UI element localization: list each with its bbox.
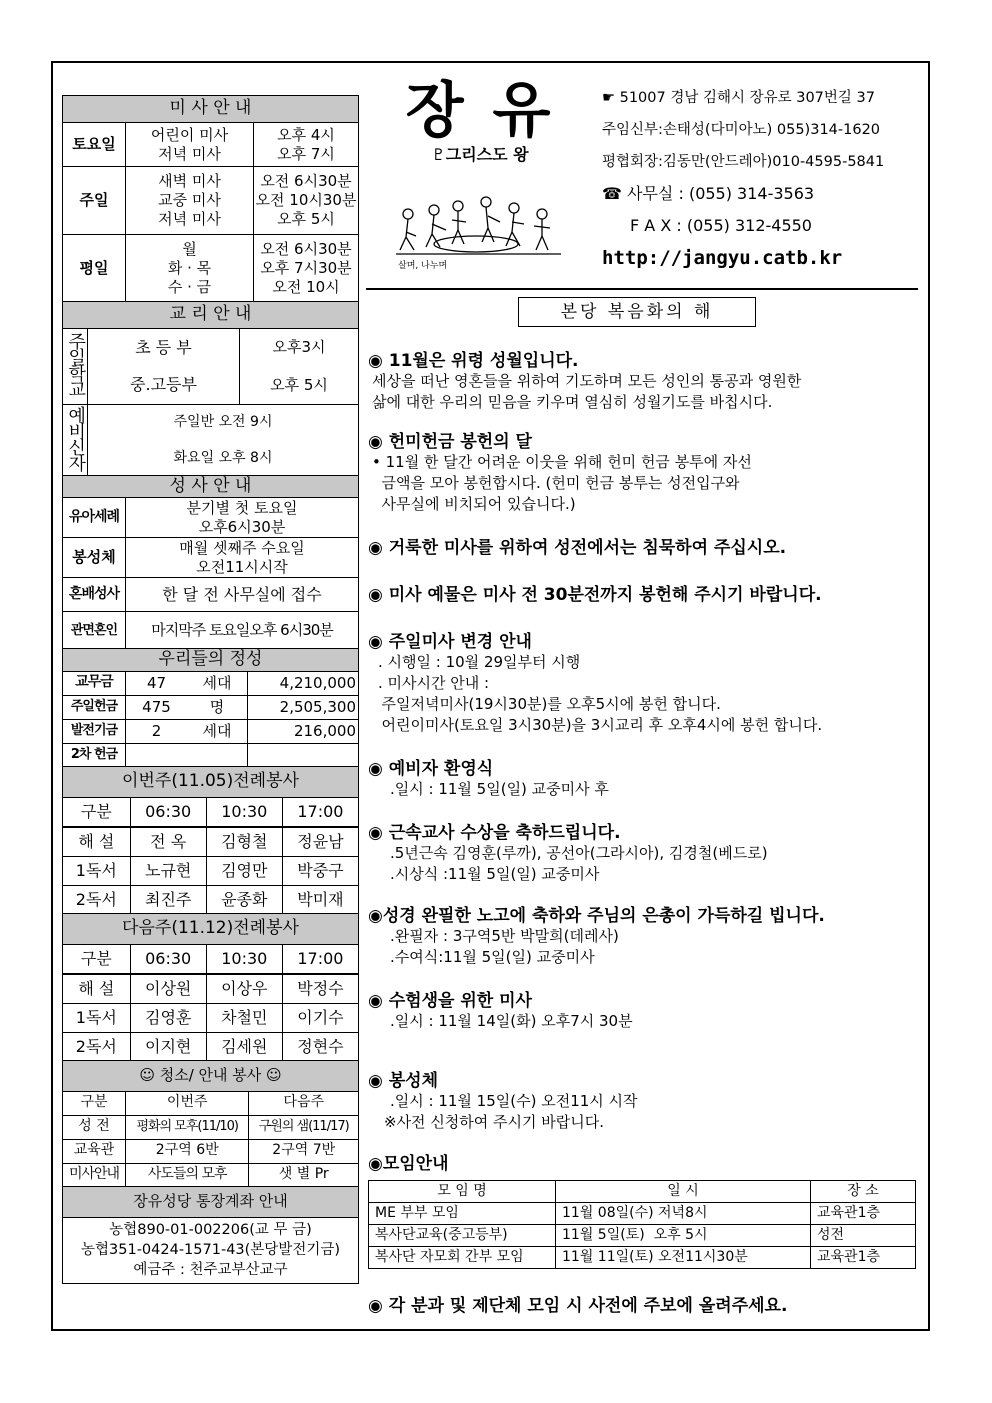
notice-heading: ◉ 거룩한 미사를 위하여 성전에서는 침묵하여 주십시오. <box>368 538 787 558</box>
sacrament-text: 마지막주 토요일오후 6시30분 <box>126 612 359 650</box>
meetings-table <box>368 1180 916 1269</box>
sacrament-label: 봉성체 <box>63 538 126 578</box>
mass-day: 주일 <box>63 167 126 235</box>
fax: F A X : (055) 312-4550 <box>630 216 812 235</box>
cleaning-header: 구분 <box>63 1091 126 1115</box>
notice-line: .시상식 :11월 5일(일) 교중미사 <box>390 865 600 883</box>
bulletin-logo <box>390 78 570 165</box>
service-person: 이상원 <box>130 974 206 1003</box>
notice-heading: ◉ 11월은 위령 성월입니다. <box>368 351 579 371</box>
offering-count: 475 <box>126 695 188 719</box>
notice-line: • 11월 한 달간 어려운 이웃을 위해 헌미 헌금 봉투에 자선 <box>372 453 752 471</box>
parish-info <box>602 82 917 274</box>
notice-line: .5년근속 김영훈(루까), 공선아(그라시아), 김경철(베드로) <box>390 844 768 862</box>
service-person: 정윤남 <box>282 827 358 856</box>
offering-amount: 2,505,300 <box>248 695 359 719</box>
notice-heading: ◉ 주일미사 변경 안내 <box>368 632 532 652</box>
notice-line: 금액을 모아 봉헌합시다. (헌미 헌금 봉투는 성전입구와 <box>372 474 740 492</box>
account-table <box>62 1186 359 1284</box>
account-line: 예금주 : 천주교부산교구 <box>133 1262 288 1278</box>
school-time: 오후3시 <box>240 329 359 367</box>
mass-name: 월 <box>182 240 197 259</box>
meeting-time: 11월 11일(토) 오전11시30분 <box>556 1247 811 1269</box>
service-header: 구분 <box>63 797 131 827</box>
cleaning-area: 미사안내 <box>63 1163 126 1187</box>
motto: 살며, 나누며 <box>398 261 448 271</box>
offering-label: 발전기금 <box>63 719 126 743</box>
cleaning-group: 2구역 6반 <box>126 1139 249 1163</box>
meeting-name: 복사단교육(중고등부) <box>369 1225 556 1247</box>
service-next-table <box>62 913 359 1062</box>
catechumen-label: 예비신자 <box>65 406 87 471</box>
mass-name: 수 · 금 <box>167 277 212 296</box>
catechumen-time: 화요일 오후 8시 <box>88 441 359 477</box>
cleaning-table <box>62 1060 359 1188</box>
notice-heading: ◉ 예비자 환영식 <box>368 759 494 779</box>
service-person: 전 옥 <box>130 827 206 856</box>
notice-line: 세상을 떠난 영혼들을 위하여 기도하며 모든 성인의 통공과 영원한 <box>372 372 802 390</box>
mass-time: 오전 10시30분 <box>255 191 357 210</box>
notice-line: . 시행일 : 10월 29일부터 시행 <box>378 653 581 671</box>
cleaning-group: 사도들의 모후 <box>126 1163 249 1187</box>
notice-line: 사무실에 비치되어 있습니다.) <box>372 495 576 513</box>
mass-day: 토요일 <box>63 123 126 167</box>
sacrament-text: 오전11시시작 <box>196 557 288 576</box>
cleaning-area: 교육관 <box>63 1139 126 1163</box>
notice-line: 삶에 대한 우리의 믿음을 키우며 열심히 성월기도를 바칩시다. <box>372 393 773 411</box>
service-this-table <box>62 766 359 915</box>
service-role: 1독서 <box>63 1003 131 1032</box>
mass-name: 어린이 미사 <box>150 125 229 144</box>
website-url[interactable]: http://jangyu.catb.kr <box>602 247 843 269</box>
service-person: 박정수 <box>282 974 358 1003</box>
notice-heading: ◉성경 완필한 노고에 축하와 주님의 은총이 가득하길 빕니다. <box>368 906 825 926</box>
offering-count: 47 <box>126 671 188 695</box>
cleaning-title: ☺ 청소/ 안내 봉사 ☺ <box>63 1060 359 1091</box>
service-person: 박미재 <box>282 885 358 914</box>
mass-name: 교중 미사 <box>158 191 221 210</box>
cleaning-header: 다음주 <box>249 1091 359 1115</box>
cleaning-area: 성 전 <box>63 1115 126 1139</box>
service-person: 김영만 <box>206 856 282 885</box>
service-person: 박중구 <box>282 856 358 885</box>
masthead-divider <box>366 288 918 290</box>
service-person: 차철민 <box>206 1003 282 1032</box>
masthead <box>366 62 920 287</box>
service-next-title: 다음주(11.12)전례봉사 <box>63 913 359 944</box>
year-theme: 본당 복음화의 해 <box>518 297 756 327</box>
catechumen-time: 주일반 오전 9시 <box>88 405 359 441</box>
notice-heading: ◉ 수험생을 위한 미사 <box>368 991 532 1011</box>
meeting-place: 교육관1층 <box>811 1247 916 1269</box>
mass-day: 평일 <box>63 235 126 303</box>
council-president: 평협회장:김동만(안드레아)010-4595-5841 <box>602 154 885 170</box>
meetings-header: 장 소 <box>811 1181 916 1203</box>
notice-heading: ◉ 헌미헌금 봉헌의 달 <box>368 432 532 452</box>
school-name: 초 등 부 <box>88 329 240 367</box>
notice-line: 주일저녁미사(19시30분)를 오후5시에 봉헌 합니다. <box>372 695 721 713</box>
cleaning-group: 평화의 모후(11/10) <box>126 1115 249 1139</box>
notice-line: .일시 : 11월 5일(일) 교중미사 후 <box>390 780 609 798</box>
bulletin-subtitle: ♇그리스도 왕 <box>431 145 529 164</box>
offering-count: 2 <box>126 719 188 743</box>
pastor: 주임신부:손태성(다미아노) 055)314-1620 <box>602 122 881 138</box>
offering-amount: 4,210,000 <box>248 671 359 695</box>
service-person: 최진주 <box>130 885 206 914</box>
service-person: 정현수 <box>282 1032 358 1061</box>
sacrament-text: 매월 셋째주 수요일 <box>179 539 305 557</box>
mass-schedule-title: 미 사 안 내 <box>63 96 359 123</box>
address: ☛ 51007 경남 김해시 장유로 307번길 37 <box>602 90 875 106</box>
school-time: 오후 5시 <box>240 367 359 405</box>
catechism-title: 교 리 안 내 <box>63 302 359 329</box>
sacrament-table <box>62 475 359 650</box>
cleaning-header: 이번주 <box>126 1091 249 1115</box>
service-person: 김형철 <box>206 827 282 856</box>
sacrament-label: 유아세례 <box>63 498 126 538</box>
left-column <box>62 95 359 1284</box>
mass-time: 오전 6시30분 <box>260 172 352 191</box>
mass-schedule-table <box>62 95 359 303</box>
announcements <box>368 346 916 1316</box>
service-person: 이상우 <box>206 974 282 1003</box>
school-label: 주일학교 <box>65 332 87 397</box>
catechism-table <box>62 301 359 477</box>
school-name: 중.고등부 <box>88 367 240 405</box>
mass-time: 오후 4시 <box>277 125 335 144</box>
offering-label: 주일헌금 <box>63 695 126 719</box>
meeting-name: ME 부부 모임 <box>369 1203 556 1225</box>
offering-table <box>62 648 359 767</box>
sacrament-label: 관면혼인 <box>63 612 126 650</box>
cleaning-group: 샛 별 Pr <box>249 1163 359 1187</box>
service-header: 구분 <box>63 944 131 974</box>
mass-name: 저녁 미사 <box>158 209 221 228</box>
bulletin-name: 장 유 <box>405 76 555 146</box>
gathering-illustration <box>386 192 571 272</box>
offering-label: 2차 헌금 <box>63 743 126 767</box>
notice-line: ※사전 신청하여 주시기 바랍니다. <box>384 1113 605 1131</box>
cleaning-group: 2구역 7반 <box>249 1139 359 1163</box>
service-person: 윤종화 <box>206 885 282 914</box>
service-header: 06:30 <box>130 797 206 827</box>
mass-name: 저녁 미사 <box>158 144 221 163</box>
mass-time: 오전 6시30분 <box>260 240 352 259</box>
offering-label: 교무금 <box>63 671 126 695</box>
notice-line: . 미사시간 안내 : <box>378 674 490 692</box>
office-phone: ☎ 사무실 : (055) 314-3563 <box>602 184 815 203</box>
mass-time: 오후 7시30분 <box>260 259 352 278</box>
sacrament-text: 오후6시30분 <box>198 517 286 536</box>
service-role: 해 설 <box>63 974 131 1003</box>
mass-time: 오후 5시 <box>277 209 335 228</box>
account-line: 농협890-01-002206(교 무 금) <box>109 1222 312 1238</box>
service-person: 이지현 <box>130 1032 206 1061</box>
meeting-time: 11월 08일(수) 저녁8시 <box>556 1203 811 1225</box>
service-person: 노규현 <box>130 856 206 885</box>
notice-line: .일시 : 11월 15일(수) 오전11시 시작 <box>390 1092 638 1110</box>
cleaning-group: 구원의 샘(11/17) <box>249 1115 359 1139</box>
notice-line: .수여식:11월 5일(일) 교중미사 <box>390 948 595 966</box>
service-header: 17:00 <box>282 944 358 974</box>
notice-line: .완필자 : 3구역5반 박말희(데레사) <box>390 927 619 945</box>
service-role: 1독서 <box>63 856 131 885</box>
meeting-name: 복사단 자모회 간부 모임 <box>369 1247 556 1269</box>
notice-heading: ◉ 근속교사 수상을 축하드립니다. <box>368 823 621 843</box>
service-person: 이기수 <box>282 1003 358 1032</box>
footer-notice: ◉ 각 분과 및 제단체 모임 시 사전에 주보에 올려주세요. <box>368 1296 788 1316</box>
service-header: 10:30 <box>206 944 282 974</box>
mass-time: 오전 10시 <box>272 277 340 296</box>
notice-line: 어린이미사(토요일 3시30분)을 3시교리 후 오후4시에 봉헌 합니다. <box>372 716 823 734</box>
notice-heading: ◉ 미사 예물은 미사 전 30분전까지 봉헌해 주시기 바랍니다. <box>368 585 822 605</box>
mass-name: 화 · 목 <box>167 259 212 278</box>
service-header: 06:30 <box>130 944 206 974</box>
service-role: 2독서 <box>63 885 131 914</box>
sacrament-text: 한 달 전 사무실에 접수 <box>126 578 359 612</box>
notice-heading: ◉ 봉성체 <box>368 1071 439 1091</box>
offering-amount: 216,000 <box>248 719 359 743</box>
sacrament-title: 성 사 안 내 <box>63 476 359 498</box>
service-person: 김영훈 <box>130 1003 206 1032</box>
sacrament-label: 혼배성사 <box>63 578 126 612</box>
service-person: 김세원 <box>206 1032 282 1061</box>
meeting-place: 성전 <box>811 1225 916 1247</box>
mass-name: 새벽 미사 <box>158 172 221 191</box>
account-line: 농협351-0424-1571-43(본당발전기금) <box>81 1242 340 1258</box>
service-header: 10:30 <box>206 797 282 827</box>
service-role: 해 설 <box>63 827 131 856</box>
offering-unit: 세대 <box>187 671 248 695</box>
sacrament-text: 분기별 첫 토요일 <box>186 499 298 517</box>
service-role: 2독서 <box>63 1032 131 1061</box>
meeting-time: 11월 5일(토) 오후 5시 <box>556 1225 811 1247</box>
service-header: 17:00 <box>282 797 358 827</box>
mass-time: 오후 7시 <box>277 144 335 163</box>
service-this-title: 이번주(11.05)전례봉사 <box>63 766 359 797</box>
offering-unit: 세대 <box>187 719 248 743</box>
offering-unit: 명 <box>187 695 248 719</box>
offering-title: 우리들의 정성 <box>63 649 359 671</box>
account-title: 장유성당 통장계좌 안내 <box>63 1186 359 1217</box>
meetings-header: 일 시 <box>556 1181 811 1203</box>
meetings-heading: ◉모임안내 <box>368 1154 449 1174</box>
meetings-header: 모 임 명 <box>369 1181 556 1203</box>
meeting-place: 교육관1층 <box>811 1203 916 1225</box>
notice-line: .일시 : 11월 14일(화) 오후7시 30분 <box>390 1012 633 1030</box>
